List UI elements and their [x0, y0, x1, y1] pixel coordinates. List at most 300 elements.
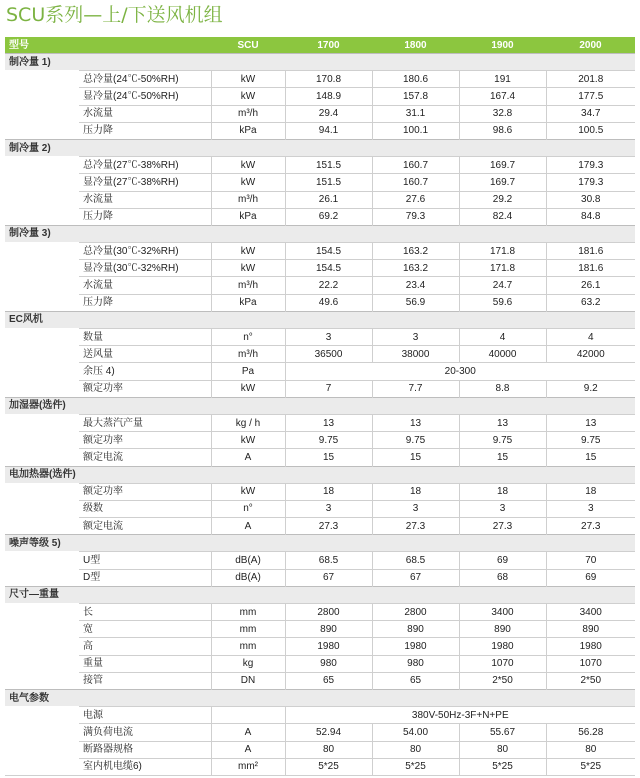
row-value: 15: [372, 449, 459, 466]
row-value: 49.6: [285, 294, 372, 311]
row-item-label: 宽: [79, 621, 211, 638]
row-value: 27.3: [546, 518, 635, 535]
row-value: 94.1: [285, 122, 372, 139]
group-header-row: [5, 466, 635, 483]
row-unit: kW: [211, 260, 285, 277]
row-value: 13: [285, 414, 372, 431]
row-item-label: 满负荷电流: [79, 724, 211, 741]
row-item-label: 电源: [79, 707, 211, 724]
row-indent: [5, 604, 79, 621]
group-header-row: [5, 689, 635, 706]
row-item-label: 重量: [79, 655, 211, 672]
row-indent: [5, 724, 79, 741]
table-row: [5, 432, 635, 449]
row-unit: mm: [211, 604, 285, 621]
row-unit: dB(A): [211, 552, 285, 569]
row-value: 890: [459, 621, 546, 638]
model-label: 型号: [5, 37, 211, 54]
row-item-label: 高: [79, 638, 211, 655]
group-title: 制冷量 1): [5, 54, 211, 71]
row-value: 15: [285, 449, 372, 466]
row-value: 160.7: [372, 174, 459, 191]
row-indent: [5, 414, 79, 431]
group-fill: [285, 397, 372, 414]
row-value: 80: [372, 741, 459, 758]
row-value: 84.8: [546, 208, 635, 225]
row-item-label: 显冷量(27℃-38%RH): [79, 174, 211, 191]
row-span-value: 380V-50Hz-3F+N+PE: [285, 707, 635, 724]
row-value: 80: [546, 741, 635, 758]
row-value: 3: [459, 500, 546, 517]
row-value: 3: [372, 329, 459, 346]
row-unit: [211, 707, 285, 724]
row-value: 54.00: [372, 724, 459, 741]
row-value: 9.75: [546, 432, 635, 449]
row-item-label: 数量: [79, 329, 211, 346]
row-value: 38000: [372, 346, 459, 363]
row-item-label: 压力降: [79, 294, 211, 311]
row-value: 27.3: [372, 518, 459, 535]
row-item-label: 显冷量(24℃-50%RH): [79, 88, 211, 105]
row-value: 18: [546, 483, 635, 500]
row-value: 3: [546, 500, 635, 517]
row-unit: kW: [211, 174, 285, 191]
row-value: 27.6: [372, 191, 459, 208]
row-value: 890: [372, 621, 459, 638]
group-title: 噪声等级 5): [5, 535, 211, 552]
row-value: 98.6: [459, 122, 546, 139]
row-item-label: 额定功率: [79, 432, 211, 449]
row-value: 40000: [459, 346, 546, 363]
row-value: 82.4: [459, 208, 546, 225]
row-item-label: 额定电流: [79, 518, 211, 535]
row-unit: m³/h: [211, 191, 285, 208]
row-indent: [5, 208, 79, 225]
row-indent: [5, 277, 79, 294]
group-fill: [285, 535, 372, 552]
row-unit: kPa: [211, 208, 285, 225]
group-title: EC风机: [5, 311, 211, 328]
group-title: 电加热器(选件): [5, 466, 211, 483]
row-value: 18: [285, 483, 372, 500]
row-unit: A: [211, 449, 285, 466]
row-value: 9.2: [546, 380, 635, 397]
row-value: 80: [285, 741, 372, 758]
row-value: 27.3: [459, 518, 546, 535]
row-value: 67: [285, 569, 372, 586]
group-fill: [285, 689, 372, 706]
group-fill: [372, 535, 459, 552]
row-value: 63.2: [546, 294, 635, 311]
row-indent: [5, 329, 79, 346]
row-value: 13: [546, 414, 635, 431]
row-value: 154.5: [285, 243, 372, 260]
table-row: [5, 500, 635, 517]
row-item-label: 压力降: [79, 208, 211, 225]
row-indent: [5, 552, 79, 569]
table-row: [5, 483, 635, 500]
row-unit: n°: [211, 500, 285, 517]
row-value: 9.75: [372, 432, 459, 449]
table-row: [5, 71, 635, 88]
group-fill: [211, 311, 285, 328]
group-fill: [372, 689, 459, 706]
row-unit: kg / h: [211, 414, 285, 431]
table-row: [5, 174, 635, 191]
group-fill: [459, 225, 546, 242]
row-unit: m³/h: [211, 105, 285, 122]
row-value: 13: [372, 414, 459, 431]
row-indent: [5, 449, 79, 466]
row-unit: kW: [211, 483, 285, 500]
spec-table: [5, 37, 635, 776]
group-fill: [285, 54, 372, 71]
table-row: [5, 346, 635, 363]
row-item-label: 压力降: [79, 122, 211, 139]
row-item-label: 长: [79, 604, 211, 621]
row-value: 55.67: [459, 724, 546, 741]
row-item-label: 额定功率: [79, 483, 211, 500]
row-value: 68.5: [372, 552, 459, 569]
row-indent: [5, 294, 79, 311]
row-unit: A: [211, 724, 285, 741]
row-value: 169.7: [459, 157, 546, 174]
row-value: 1980: [546, 638, 635, 655]
table-row: [5, 707, 635, 724]
model-header: 1800: [372, 37, 459, 54]
group-fill: [285, 225, 372, 242]
row-value: 1070: [459, 655, 546, 672]
row-item-label: 室内机电缆6): [79, 758, 211, 775]
row-span-value: 20-300: [285, 363, 635, 380]
row-value: 80: [459, 741, 546, 758]
spec-table-body: [5, 37, 635, 775]
group-fill: [459, 689, 546, 706]
group-fill: [546, 397, 635, 414]
table-row: [5, 741, 635, 758]
row-value: 32.8: [459, 105, 546, 122]
row-value: 181.6: [546, 260, 635, 277]
row-indent: [5, 483, 79, 500]
row-value: 179.3: [546, 157, 635, 174]
row-value: 3400: [459, 604, 546, 621]
group-fill: [459, 311, 546, 328]
row-item-label: 总冷量(27℃-38%RH): [79, 157, 211, 174]
group-title: 电气参数: [5, 689, 211, 706]
group-header-row: [5, 225, 635, 242]
row-value: 68.5: [285, 552, 372, 569]
group-fill: [211, 397, 285, 414]
row-value: 27.3: [285, 518, 372, 535]
row-unit: dB(A): [211, 569, 285, 586]
group-header-row: [5, 586, 635, 603]
table-row: [5, 414, 635, 431]
row-value: 170.8: [285, 71, 372, 88]
group-fill: [459, 466, 546, 483]
row-indent: [5, 260, 79, 277]
group-title: 加湿器(选件): [5, 397, 211, 414]
group-title: 制冷量 2): [5, 139, 211, 156]
row-unit: mm: [211, 638, 285, 655]
row-value: 201.8: [546, 71, 635, 88]
row-value: 9.75: [459, 432, 546, 449]
row-value: 160.7: [372, 157, 459, 174]
row-unit: DN: [211, 672, 285, 689]
row-value: 980: [285, 655, 372, 672]
table-row: [5, 638, 635, 655]
row-indent: [5, 346, 79, 363]
row-value: 2800: [372, 604, 459, 621]
row-value: 69: [459, 552, 546, 569]
row-value: 154.5: [285, 260, 372, 277]
table-row: [5, 329, 635, 346]
group-fill: [285, 139, 372, 156]
row-item-label: 总冷量(24℃-50%RH): [79, 71, 211, 88]
group-title: 尺寸—重量: [5, 586, 211, 603]
row-value: 26.1: [546, 277, 635, 294]
group-fill: [372, 139, 459, 156]
group-fill: [546, 225, 635, 242]
group-fill: [459, 139, 546, 156]
row-indent: [5, 363, 79, 380]
row-value: 65: [372, 672, 459, 689]
row-unit: A: [211, 518, 285, 535]
table-row: [5, 449, 635, 466]
group-fill: [372, 397, 459, 414]
row-indent: [5, 621, 79, 638]
group-fill: [546, 54, 635, 71]
row-value: 7: [285, 380, 372, 397]
group-fill: [546, 586, 635, 603]
table-row: [5, 621, 635, 638]
page-title: SCU系列—上/下送风机组: [6, 4, 223, 26]
table-row: [5, 260, 635, 277]
row-value: 163.2: [372, 260, 459, 277]
group-fill: [372, 466, 459, 483]
row-value: 3: [372, 500, 459, 517]
row-item-label: D型: [79, 569, 211, 586]
row-value: 56.28: [546, 724, 635, 741]
row-item-label: 总冷量(30℃-32%RH): [79, 243, 211, 260]
model-header: 2000: [546, 37, 635, 54]
row-value: 157.8: [372, 88, 459, 105]
group-title: 制冷量 3): [5, 225, 211, 242]
group-fill: [459, 397, 546, 414]
row-value: 9.75: [285, 432, 372, 449]
row-value: 100.1: [372, 122, 459, 139]
row-item-label: 送风量: [79, 346, 211, 363]
row-value: 3400: [546, 604, 635, 621]
row-indent: [5, 122, 79, 139]
group-fill: [372, 225, 459, 242]
group-header-row: [5, 139, 635, 156]
row-value: 167.4: [459, 88, 546, 105]
row-indent: [5, 758, 79, 775]
row-value: 2800: [285, 604, 372, 621]
row-item-label: 水流量: [79, 277, 211, 294]
row-indent: [5, 88, 79, 105]
row-value: 100.5: [546, 122, 635, 139]
group-fill: [211, 139, 285, 156]
row-value: 169.7: [459, 174, 546, 191]
table-row: [5, 191, 635, 208]
row-item-label: 额定功率: [79, 380, 211, 397]
row-unit: kW: [211, 157, 285, 174]
row-value: 23.4: [372, 277, 459, 294]
row-indent: [5, 672, 79, 689]
row-unit: kW: [211, 432, 285, 449]
row-unit: kW: [211, 71, 285, 88]
group-header-row: [5, 54, 635, 71]
row-value: 8.8: [459, 380, 546, 397]
row-value: 191: [459, 71, 546, 88]
row-value: 5*25: [285, 758, 372, 775]
group-fill: [372, 311, 459, 328]
row-unit: kPa: [211, 294, 285, 311]
row-indent: [5, 655, 79, 672]
row-value: 171.8: [459, 260, 546, 277]
row-value: 56.9: [372, 294, 459, 311]
row-value: 4: [546, 329, 635, 346]
row-value: 2*50: [459, 672, 546, 689]
row-value: 2*50: [546, 672, 635, 689]
table-row: [5, 380, 635, 397]
group-fill: [459, 586, 546, 603]
row-value: 13: [459, 414, 546, 431]
group-header-row: [5, 535, 635, 552]
row-value: 180.6: [372, 71, 459, 88]
row-indent: [5, 638, 79, 655]
row-value: 34.7: [546, 105, 635, 122]
row-value: 177.5: [546, 88, 635, 105]
row-value: 890: [285, 621, 372, 638]
group-fill: [211, 586, 285, 603]
row-value: 163.2: [372, 243, 459, 260]
row-value: 65: [285, 672, 372, 689]
row-item-label: 显冷量(30℃-32%RH): [79, 260, 211, 277]
table-row: [5, 672, 635, 689]
row-item-label: 水流量: [79, 191, 211, 208]
row-value: 181.6: [546, 243, 635, 260]
table-row: [5, 208, 635, 225]
group-fill: [546, 311, 635, 328]
row-value: 179.3: [546, 174, 635, 191]
group-fill: [372, 586, 459, 603]
row-item-label: 最大蒸汽产量: [79, 414, 211, 431]
row-unit: n°: [211, 329, 285, 346]
group-fill: [459, 535, 546, 552]
table-row: [5, 758, 635, 775]
row-value: 59.6: [459, 294, 546, 311]
row-value: 15: [459, 449, 546, 466]
row-value: 70: [546, 552, 635, 569]
row-item-label: 级数: [79, 500, 211, 517]
row-item-label: 余压 4): [79, 363, 211, 380]
group-fill: [285, 311, 372, 328]
row-unit: Pa: [211, 363, 285, 380]
table-row: [5, 518, 635, 535]
group-fill: [285, 586, 372, 603]
group-fill: [546, 466, 635, 483]
group-fill: [211, 54, 285, 71]
row-value: 22.2: [285, 277, 372, 294]
table-row: [5, 552, 635, 569]
row-value: 1980: [285, 638, 372, 655]
row-value: 5*25: [459, 758, 546, 775]
table-row: [5, 157, 635, 174]
row-value: 52.94: [285, 724, 372, 741]
row-value: 1980: [459, 638, 546, 655]
row-value: 1070: [546, 655, 635, 672]
group-fill: [211, 689, 285, 706]
row-indent: [5, 500, 79, 517]
group-fill: [372, 54, 459, 71]
row-value: 148.9: [285, 88, 372, 105]
row-item-label: 接管: [79, 672, 211, 689]
table-row: [5, 294, 635, 311]
row-unit: kW: [211, 88, 285, 105]
row-value: 69: [546, 569, 635, 586]
unit-header: SCU: [211, 37, 285, 54]
row-unit: kW: [211, 380, 285, 397]
group-fill: [459, 54, 546, 71]
row-value: 890: [546, 621, 635, 638]
group-fill: [211, 466, 285, 483]
table-row: [5, 105, 635, 122]
row-value: 4: [459, 329, 546, 346]
row-indent: [5, 707, 79, 724]
group-fill: [211, 225, 285, 242]
row-indent: [5, 157, 79, 174]
table-row: [5, 569, 635, 586]
group-fill: [546, 139, 635, 156]
row-indent: [5, 243, 79, 260]
model-header: 1700: [285, 37, 372, 54]
row-value: 30.8: [546, 191, 635, 208]
row-unit: m³/h: [211, 346, 285, 363]
row-value: 3: [285, 500, 372, 517]
row-value: 26.1: [285, 191, 372, 208]
table-row: [5, 655, 635, 672]
row-value: 171.8: [459, 243, 546, 260]
row-indent: [5, 518, 79, 535]
row-value: 7.7: [372, 380, 459, 397]
row-value: 31.1: [372, 105, 459, 122]
row-unit: kg: [211, 655, 285, 672]
group-header-row: [5, 311, 635, 328]
row-unit: mm: [211, 621, 285, 638]
table-row: [5, 363, 635, 380]
row-indent: [5, 380, 79, 397]
row-value: 68: [459, 569, 546, 586]
row-indent: [5, 569, 79, 586]
row-value: 29.2: [459, 191, 546, 208]
row-value: 79.3: [372, 208, 459, 225]
table-row: [5, 277, 635, 294]
row-item-label: U型: [79, 552, 211, 569]
header-row: [5, 37, 635, 54]
row-indent: [5, 71, 79, 88]
row-value: 18: [459, 483, 546, 500]
row-unit: kW: [211, 243, 285, 260]
row-value: 29.4: [285, 105, 372, 122]
row-item-label: 水流量: [79, 105, 211, 122]
table-row: [5, 604, 635, 621]
table-row: [5, 88, 635, 105]
table-row: [5, 243, 635, 260]
group-fill: [546, 535, 635, 552]
row-value: 18: [372, 483, 459, 500]
